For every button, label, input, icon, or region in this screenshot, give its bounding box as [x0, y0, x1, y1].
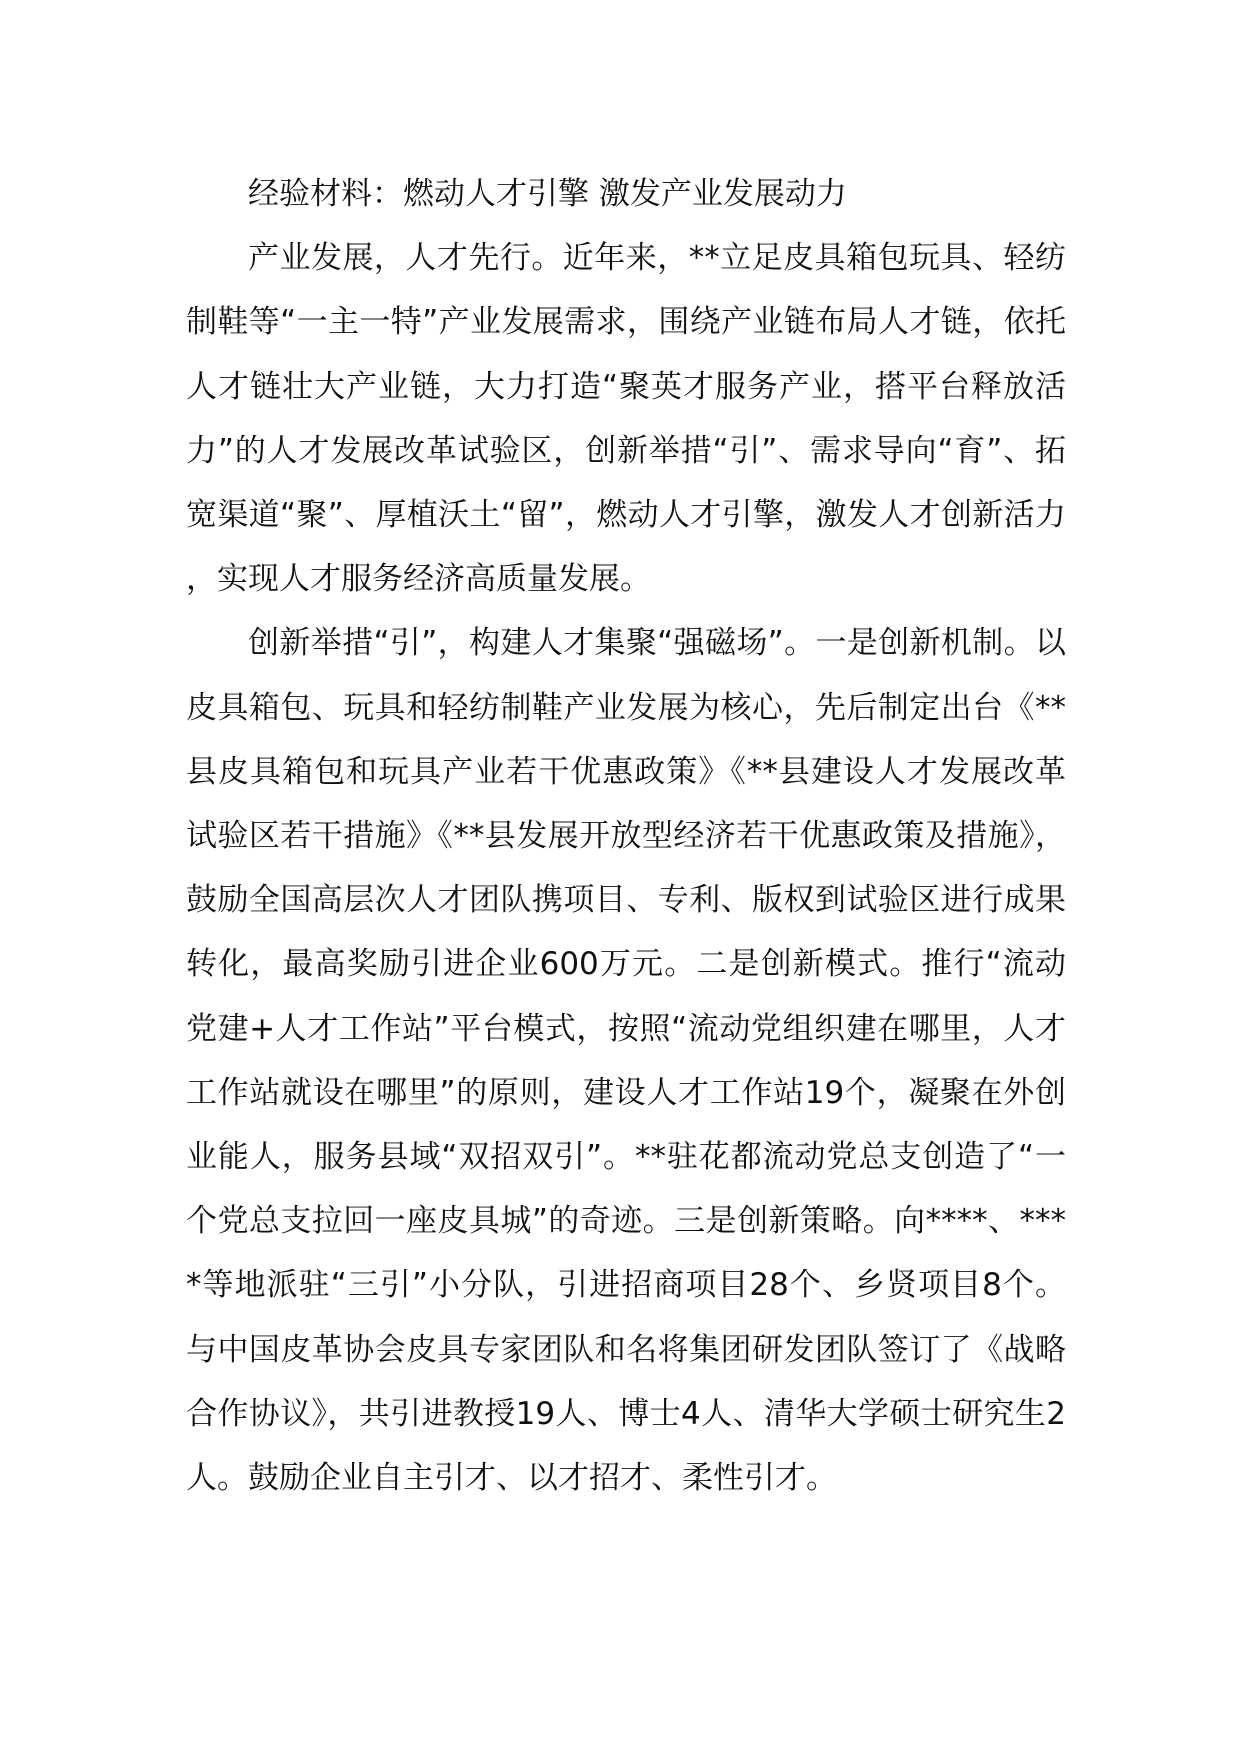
paragraph-attract-talent: 创新举措“引”，构建人才集聚“强磁场”。一是创新机制。以皮具箱包、玩具和轻纺制鞋产业发展为核心，先后制定出台《**县皮具箱包和玩具产业若干优惠政策》《**县建设人才发展改革试验区若干措施》《**县发展开放型经济若干优惠政策及措施》，鼓励全国高层次人才团队携项目、专利、版权到试验区进行成果转化，最高奖励引进企业600万元。二是创新模式。推行“流动党建+人才工作站”平台模式，按照“流动党组织建在哪里，人才工作站就设在哪里”的原则，建设人才工作站19个，凝聚在外创业能人，服务县域“双招双引”。**驻花都流动党总支创造了“一个党总支拉回一座皮具城”的奇迹。三是创新策略。向****、****等地派驻“三引”小分队，引进招商项目28个、乡贤项目8个。与中国皮革协会皮具专家团队和名将集团研发团队签订了《战略合作协议》，共引进教授19人、博士4人、清华大学硕士研究生2人。鼓励企业自主引才、以才招才、柔性引才。: [186, 625, 1066, 1497]
document-body: [186, 162, 1066, 1510]
document-title: 经验材料：燃动人才引擎 激发产业发展动力: [248, 176, 847, 212]
paragraph-intro: 产业发展，人才先行。近年来，**立足皮具箱包玩具、轻纺制鞋等“一主一特”产业发展需求，围绕产业链布局人才链，依托人才链壮大产业链，大力打造“聚英才服务产业，搭平台释放活力”的人才发展改革试验区，创新举措“引”、需求导向“育”、拓宽渠道“聚”、厚植沃土“留”，燃动人才引擎，激发人才创新活力，实现人才服务经济高质量发展。: [186, 240, 1066, 598]
